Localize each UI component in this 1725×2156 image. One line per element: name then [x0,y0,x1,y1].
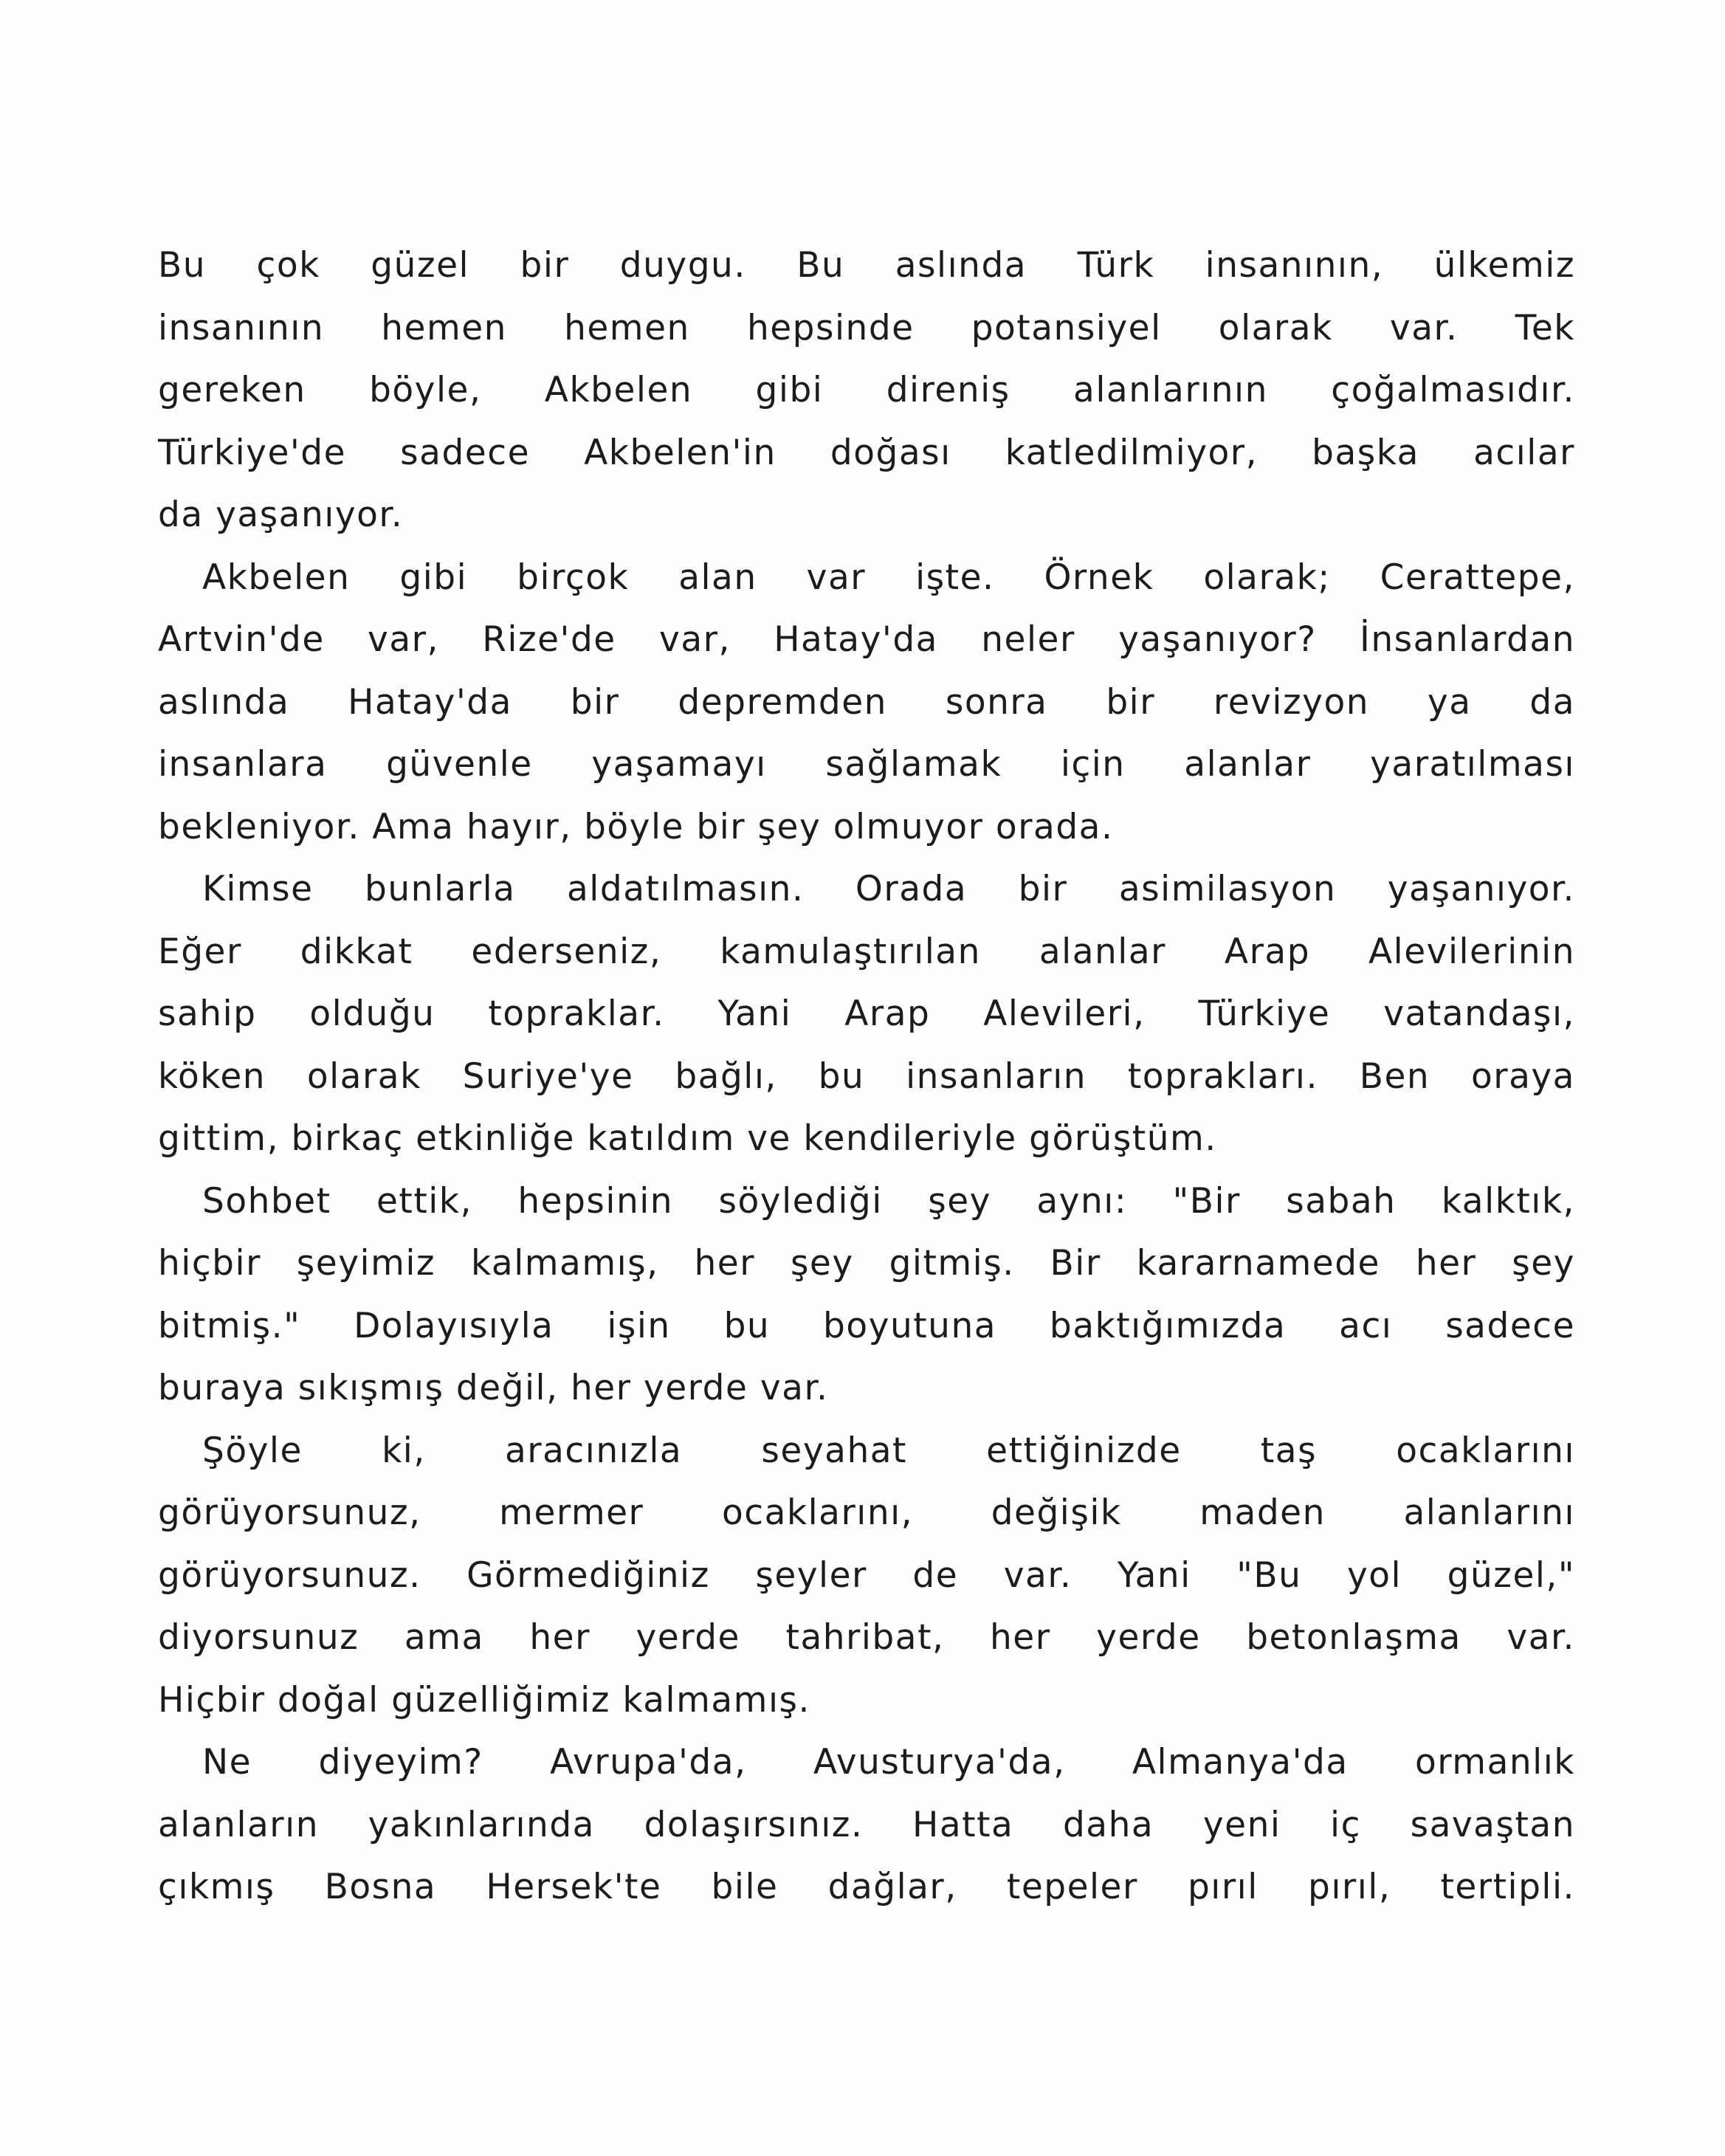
text-line: Ne diyeyim? Avrupa'da, Avusturya'da, Almanya'da ormanlık [202,1742,1575,1783]
text-line: Hiçbir doğal güzelliğimiz kalmamış. [158,1679,810,1721]
text-line: insanlara güvenle yaşamayı sağlamak için alanlar yaratılması [158,744,1575,785]
text-line: Şöyle ki, aracınızla seyahat ettiğinizde taş ocaklarını [202,1430,1575,1471]
text-line: insanının hemen hemen hepsinde potansiyel olarak var. Tek [158,307,1575,348]
text-line: sahip olduğu topraklar. Yani Arap Alevileri, Türkiye vatandaşı, [158,993,1575,1034]
text-line: buraya sıkışmış değil, her yerde var. [158,1368,829,1408]
text-line: gereken böyle, Akbelen gibi direniş alanlarının çoğalmasıdır. [158,370,1575,410]
text-line: bitmiş." Dolayısıyla işin bu boyutuna baktığımızda acı sadece [158,1305,1575,1346]
text-line: Bu çok güzel bir duygu. Bu aslında Türk insanının, ülkemiz [158,245,1575,286]
text-line: Sohbet ettik, hepsinin söylediği şey aynı: "Bir sabah kalktık, [202,1180,1575,1222]
text-line: Artvin'de var, Rize'de var, Hatay'da neler yaşanıyor? İnsanlardan [158,619,1575,660]
text-line: da yaşanıyor. [158,495,404,535]
text-line: Eğer dikkat ederseniz, kamulaştırılan alanlar Arap Alevilerinin [158,931,1575,972]
text-line: gittim, birkaç etkinliğe katıldım ve kendileriyle görüştüm. [158,1118,1217,1159]
text-line: bekleniyor. Ama hayır, böyle bir şey olmuyor orada. [158,806,1114,847]
text-line: diyorsunuz ama her yerde tahribat, her yerde betonlaşma var. [158,1617,1575,1658]
text-line: Akbelen gibi birçok alan var işte. Örnek olarak; Cerattepe, [202,557,1575,598]
text-line: alanların yakınlarında dolaşırsınız. Hatta daha yeni iç savaştan [158,1804,1575,1845]
text-line: görüyorsunuz. Görmediğiniz şeyler de var. Yani "Bu yol güzel," [158,1554,1575,1596]
handwritten-text-block [158,235,1575,1919]
text-line: Kimse bunlarla aldatılmasın. Orada bir asimilasyon yaşanıyor. [202,869,1575,909]
text-line: aslında Hatay'da bir depremden sonra bir revizyon ya da [158,681,1575,723]
text-line: çıkmış Bosna Hersek'te bile dağlar, tepeler pırıl pırıl, tertipli. [158,1867,1575,1907]
text-line: köken olarak Suriye'ye bağlı, bu insanların toprakları. Ben oraya [158,1055,1575,1097]
text-line: görüyorsunuz, mermer ocaklarını, değişik maden alanlarını [158,1492,1575,1533]
text-line: hiçbir şeyimiz kalmamış, her şey gitmiş. Bir kararnamede her şey [158,1243,1575,1284]
text-line: Türkiye'de sadece Akbelen'in doğası katledilmiyor, başka acılar [158,432,1575,473]
